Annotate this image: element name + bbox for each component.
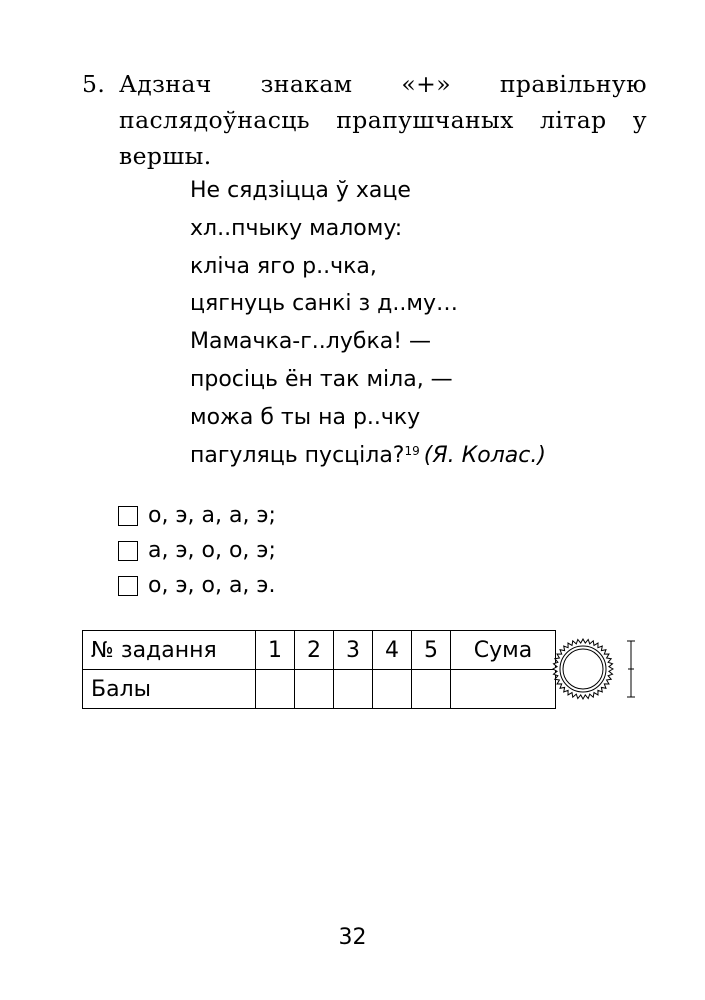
- footnote-marker: 19: [404, 443, 420, 458]
- answer-option-3: [118, 568, 276, 603]
- score-table-points-row: [83, 670, 556, 709]
- poem: [190, 172, 546, 474]
- page-number: 32: [338, 925, 367, 950]
- answer-options: [118, 498, 276, 603]
- poem-line: просіць ён так міла, —: [190, 366, 453, 392]
- seal-icon: [553, 639, 613, 699]
- points-cell[interactable]: [334, 670, 373, 709]
- column-header: 1: [256, 631, 295, 670]
- points-row-label: Балы: [83, 670, 256, 709]
- points-cell[interactable]: [256, 670, 295, 709]
- poem-author: (Я. Колас.): [423, 442, 546, 468]
- poem-line: цягнуць санкі з д..мy…: [190, 291, 458, 317]
- poem-line: кліча яго р..чка,: [190, 253, 377, 279]
- answer-option-2: [118, 533, 276, 568]
- poem-last-line: [190, 437, 546, 475]
- answer-checkbox-3[interactable]: [118, 576, 138, 596]
- poem-line: Не сядзіцца ў хаце: [190, 178, 411, 203]
- answer-option-label: о, э, а, а, э;: [148, 503, 276, 528]
- task-5: [82, 66, 647, 174]
- answer-option-label: о, э, о, а, э.: [148, 573, 276, 598]
- task-number-header: № задання: [83, 631, 256, 670]
- sum-cell[interactable]: [451, 670, 556, 709]
- points-cell[interactable]: [373, 670, 412, 709]
- points-cell[interactable]: [295, 670, 334, 709]
- answer-option-label: а, э, о, о, э;: [148, 538, 276, 563]
- answer-option-1: [118, 498, 276, 533]
- task-number: 5.: [82, 70, 106, 98]
- height-marker-icon: [627, 641, 635, 697]
- column-header: 5: [412, 631, 451, 670]
- poem-line-text: пагуляць пусціла?: [190, 442, 405, 468]
- task-instruction: Адзнач знакам «+» правільную паслядоўнасць прапушчаных літар у вершы.: [119, 70, 647, 170]
- poem-line: хл..пчыку маломy:: [190, 215, 403, 241]
- poem-line: Мамачка-г..лубка! —: [190, 329, 432, 355]
- grade-seal-icon: [552, 638, 642, 702]
- column-header: 4: [373, 631, 412, 670]
- poem-line: можа б ты на р..чку: [190, 404, 421, 430]
- answer-checkbox-1[interactable]: [118, 506, 138, 526]
- column-header: 3: [334, 631, 373, 670]
- answer-checkbox-2[interactable]: [118, 541, 138, 561]
- score-table-header-row: [83, 631, 556, 670]
- points-cell[interactable]: [412, 670, 451, 709]
- score-table: [82, 630, 556, 709]
- sum-header: Сума: [451, 631, 556, 670]
- column-header: 2: [295, 631, 334, 670]
